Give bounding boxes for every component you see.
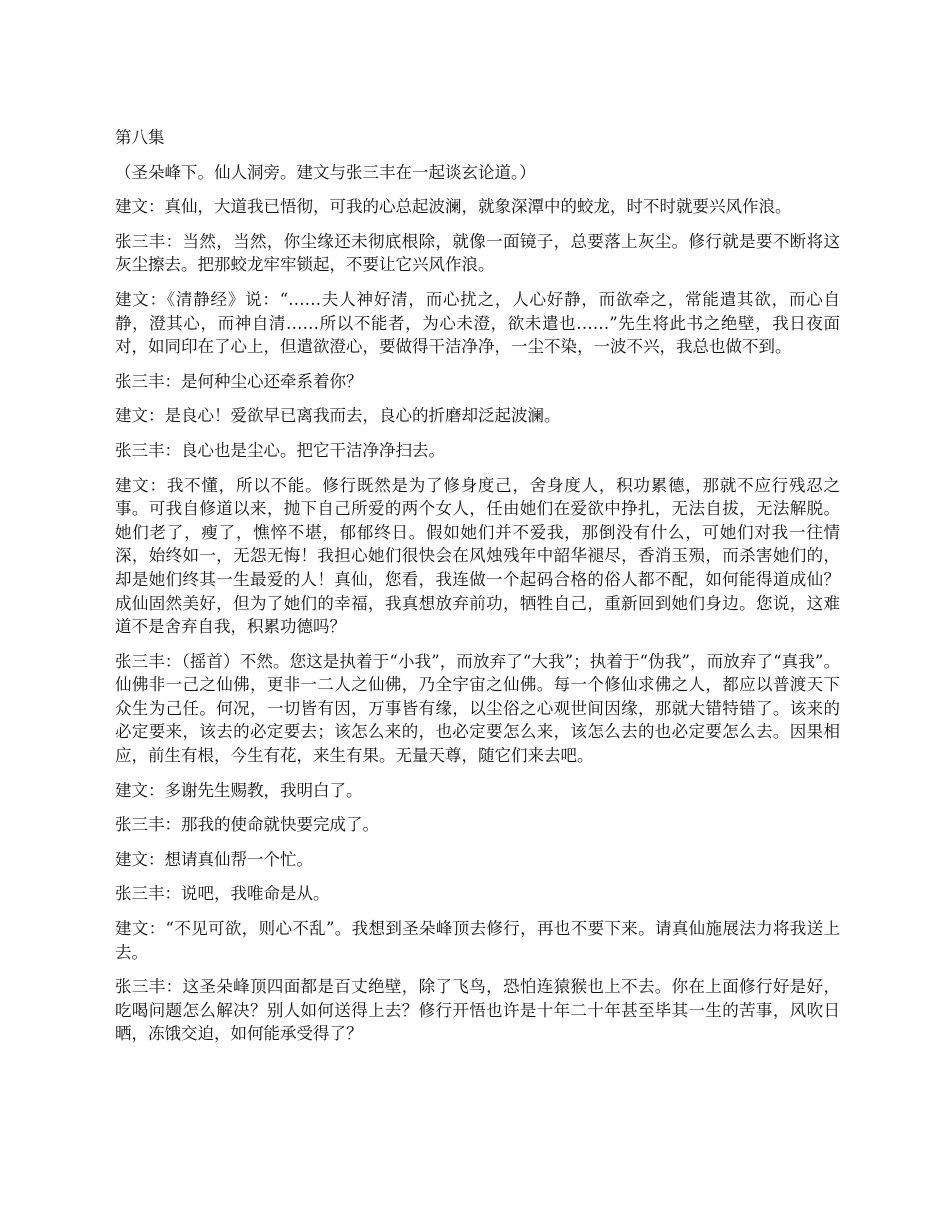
- dialogue-paragraph: 张三丰：说吧，我唯命是从。: [115, 884, 330, 904]
- dialogue-paragraph: 建文：“不见可欲，则心不乱”。我想到圣朵峰顶去修行，再也不要下来。请真仙施展法力将我送上去。: [115, 919, 840, 962]
- dialogue-paragraph: 建文：《清静经》说：“……夫人神好清，而心扰之，人心好静，而欲牵之，常能遣其欲，而心自静，澄其心，而神自清……所以不能者，为心未澄，欲未遣也……”先生将此书之绝壁，我日夜面对，如同印在了心上，但遣欲澄心，要做得干洁净净，一尘不染，一波不兴，我总也做不到。: [115, 289, 840, 357]
- dialogue-paragraph: 张三丰：这圣朵峰顶四面都是百丈绝壁，除了飞鸟，恐怕连猿猴也上不去。你在上面修行好是好，吃喝问题怎么解决？别人如何送得上去？修行开悟也许是十年二十年甚至毕其一生的苦事，风吹日晒，冻饿交迫，如何能承受得了？: [115, 977, 840, 1044]
- dialogue-paragraph: 张三丰：良心也是尘心。把它干洁净净扫去。: [115, 440, 445, 460]
- dialogue-paragraph: 建文：想请真仙帮一个忙。: [115, 849, 313, 869]
- dialogue-paragraph: 张三丰：那我的使命就快要完成了。: [115, 815, 379, 835]
- dialogue-paragraph: 张三丰：（摇首）不然。您这是执着于“小我”，而放弃了“大我”；执着于“伪我”，而放弃了“真我”。仙佛非一己之仙佛，更非一二人之仙佛，乃全宇宙之仙佛。每一个修仙求佛之人，都应以普渡天下众生为己任。何况，一切皆有因，万事皆有缘，以尘俗之心观世间因缘，那就大错特错了。该来的必定要来，该去的必定要去；该怎么来的，也必定要怎么来，该怎么去的也必定要怎么去。因果相应，前生有根，今生有花，来生有果。无量天尊，随它们来去吧。: [115, 651, 840, 766]
- dialogue-paragraph: 张三丰：当然，当然，你尘缘还未彻底根除，就像一面镜子，总要落上灰尘。修行就是要不断将这灰尘擦去。把那蛟龙牢牢锁起，不要让它兴风作浪。: [115, 231, 840, 275]
- episode-title: 第八集: [115, 128, 165, 147]
- dialogue-paragraph: 建文：真仙，大道我已悟彻，可我的心总起波澜，就象深潭中的蛟龙，时不时就要兴风作浪。: [115, 197, 792, 217]
- dialogue-paragraph: 张三丰：是何种尘心还牵系着你？: [115, 371, 363, 391]
- dialogue-paragraph: 建文：我不懂，所以不能。修行既然是为了修身度己，舍身度人，积功累德，那就不应行残忍之事。可我自修道以来，抛下自己所爱的两个女人，任由她们在爱欲中挣扎，无法自拔，无法解脱。她们老了，瘦了，憔悴不堪，郁郁终日。假如她们并不爱我，那倒没有什么，可她们对我一往情深，始终如一，无怨无悔！我担心她们很快会在风烛残年中韶华褪尽，香消玉殒，而杀害她们的，却是她们终其一生最爱的人！真仙，您看，我连做一个起码合格的俗人都不配，如何能得道成仙？成仙固然美好，但为了她们的幸福，我真想放弃前功，牺牲自己，重新回到她们身边。您说，这难道不是舍弃自我，积累功德吗？: [115, 475, 840, 637]
- dialogue-paragraph: 建文：是良心！爱欲早已离我而去，良心的折磨却泛起波澜。: [115, 406, 561, 426]
- dialogue-paragraph: 建文：多谢先生赐教，我明白了。: [115, 780, 363, 800]
- stage-direction: （圣朵峰下。仙人洞旁。建文与张三丰在一起谈玄论道。）: [115, 162, 536, 182]
- document-page: [115, 126, 840, 1057]
